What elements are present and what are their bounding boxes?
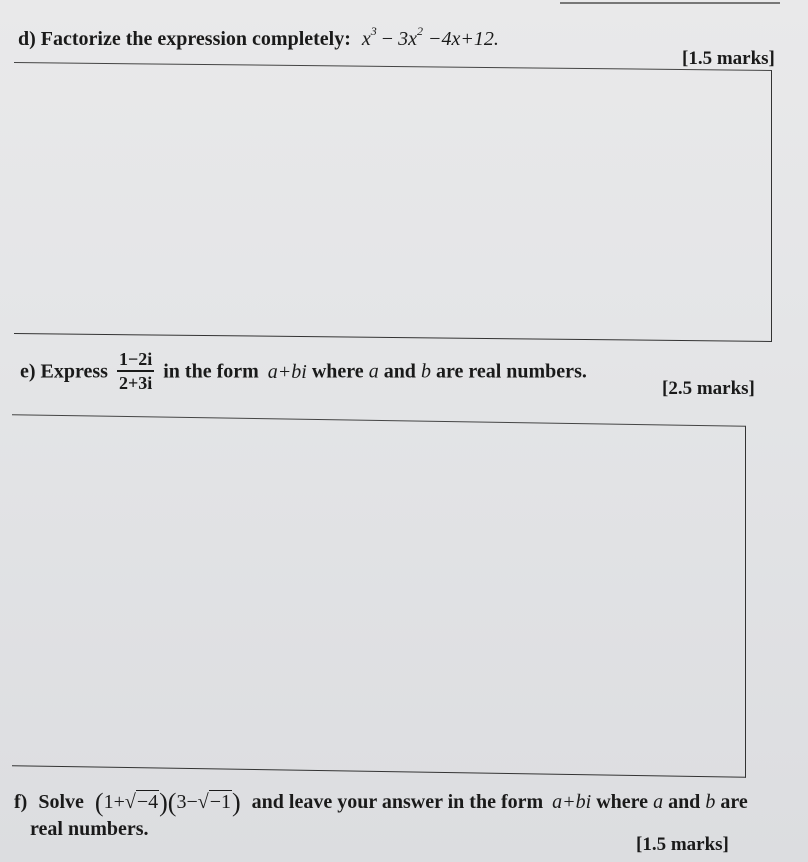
- question-e-tail: are real numbers.: [435, 360, 587, 383]
- expr-rest: −4x+12.: [427, 28, 499, 50]
- sqrt-sign-2: √: [197, 791, 209, 813]
- question-f-form: a+bi: [552, 791, 592, 813]
- question-f-label: f): [14, 791, 28, 813]
- fraction-numerator: 1−2i: [117, 348, 154, 372]
- question-f-where: where: [596, 791, 649, 813]
- expr-term2-exponent: 2: [416, 24, 423, 38]
- fraction-denominator: 2+3i: [118, 373, 153, 393]
- expr-term2: 3x: [398, 28, 417, 50]
- question-e-text: [20, 350, 587, 396]
- expr-op1: −: [381, 28, 394, 50]
- question-f-text: [14, 788, 748, 818]
- question-e-where: where: [311, 360, 364, 383]
- paren-open-2: (: [167, 788, 177, 817]
- question-d-expression: [361, 24, 499, 50]
- question-f-marks: [1.5 marks]: [636, 834, 729, 855]
- question-e-marks: [2.5 marks]: [662, 378, 755, 399]
- question-d-prompt: Factorize the expression completely:: [40, 28, 351, 50]
- question-d-label: d): [18, 28, 36, 50]
- question-f-var-a: a: [653, 791, 664, 813]
- sqrt-minus-1: [198, 791, 232, 814]
- question-d-marks: [1.5 marks]: [682, 48, 775, 69]
- expr-term1-exponent: 3: [370, 24, 377, 38]
- question-e-var-b: b: [420, 360, 431, 383]
- sqrt-sign-1: √: [124, 791, 136, 813]
- question-f-mid: and leave your answer in the form: [251, 791, 544, 813]
- question-f-are: are: [720, 791, 748, 813]
- answer-box-e[interactable]: [12, 414, 746, 778]
- question-f-and: and: [668, 791, 701, 813]
- question-e-var-a: a: [368, 360, 379, 383]
- sqrt-radicand-2: −1: [209, 791, 231, 813]
- question-e-prompt: Express: [40, 360, 108, 383]
- question-f-expression: [94, 788, 246, 817]
- question-f-var-b: b: [705, 791, 716, 813]
- question-e-mid: in the form: [163, 360, 259, 383]
- top-rule-line: [560, 2, 780, 4]
- question-e-and: and: [383, 360, 416, 383]
- question-f-prompt: Solve: [38, 791, 84, 813]
- expr-term1: x: [361, 28, 371, 50]
- question-f-line2: real numbers.: [30, 818, 149, 840]
- question-e-fraction: [117, 348, 154, 394]
- expr-three-minus: 3−: [176, 791, 198, 813]
- answer-box-d[interactable]: [14, 62, 772, 342]
- paren-close-1: ): [159, 788, 168, 817]
- paren-close-2: ): [232, 788, 241, 817]
- paren-open-1: (: [94, 788, 104, 817]
- question-e-form: a+bi: [267, 360, 307, 383]
- question-d-text: [18, 24, 499, 51]
- sqrt-minus-4: [125, 791, 159, 814]
- sqrt-radicand-1: −4: [136, 791, 159, 813]
- expr-one-plus: 1+: [103, 791, 125, 813]
- question-e-label: e): [20, 360, 36, 383]
